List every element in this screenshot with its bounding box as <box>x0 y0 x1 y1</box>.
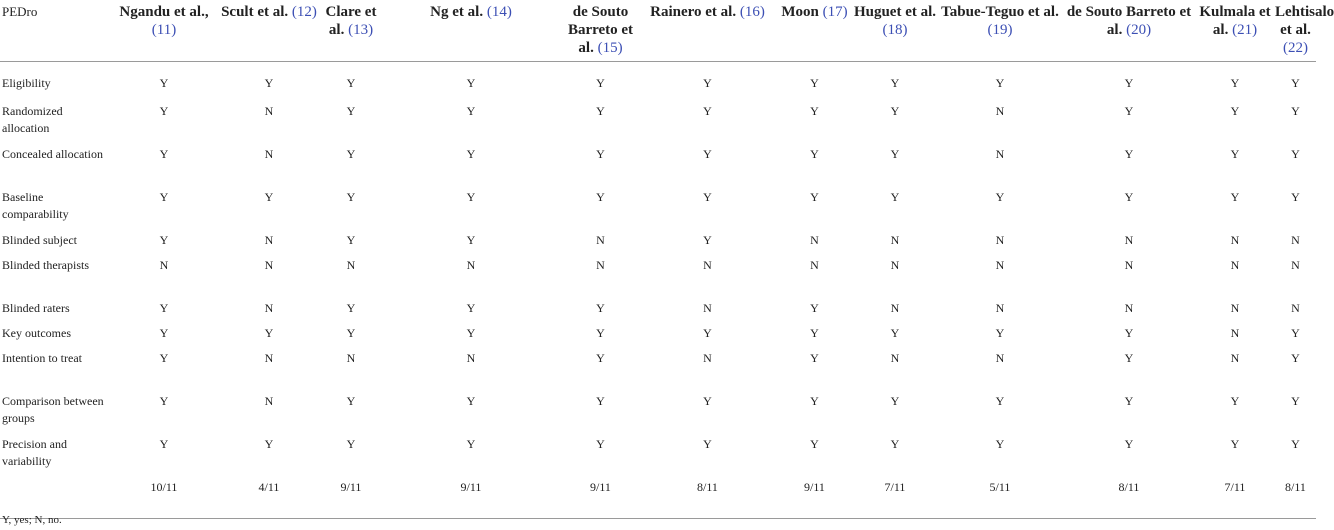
criterion-value-cell: Y <box>596 76 605 90</box>
reference-link[interactable]: (20) <box>1126 22 1152 38</box>
criterion-value-cell: Y <box>1124 350 1134 365</box>
criterion-value-cell: N <box>703 350 712 365</box>
criterion-value-cell: Y <box>995 76 1005 90</box>
criterion-value-cell: Y <box>1230 189 1240 204</box>
criterion-value-cell: Y <box>890 325 900 340</box>
study-author: de Souto Barreto et al. <box>567 4 634 56</box>
criterion-value-cell: N <box>995 103 1005 118</box>
table-footnote: Y, yes; N, no. <box>2 514 62 526</box>
criterion-value-cell: Y <box>596 103 605 118</box>
criterion-label: Concealed allocation <box>2 146 103 161</box>
criterion-value-cell: Y <box>159 436 169 451</box>
column-header-study <box>853 0 937 62</box>
criterion-label: Blinded therapists <box>2 257 89 272</box>
criterion-value-cell: Y <box>264 436 274 451</box>
criterion-value-cell: Y <box>346 300 356 315</box>
criterion-value-cell: Y <box>1230 76 1240 90</box>
criterion-value-cell: Y <box>466 436 476 451</box>
criterion-value-cell: Y <box>346 232 356 247</box>
criterion-value-cell: Y <box>466 189 476 204</box>
criterion-value-cell: N <box>1124 300 1134 315</box>
reference-link[interactable]: (21) <box>1232 22 1258 38</box>
column-header-study <box>1195 0 1275 62</box>
criterion-value-cell: N <box>1230 232 1240 247</box>
criterion-value-cell: Y <box>890 436 900 451</box>
criterion-value-cell: N <box>264 393 274 408</box>
criterion-value-cell: Y <box>1291 103 1300 118</box>
criterion-value-cell: Y <box>159 189 169 204</box>
criterion-value-cell: N <box>596 257 605 272</box>
criterion-value-cell: Y <box>890 189 900 204</box>
criterion-value-cell: N <box>264 103 274 118</box>
criterion-value-cell: Y <box>596 146 605 161</box>
table-row <box>0 433 1316 476</box>
total-score-cell: 9/11 <box>562 476 639 519</box>
criterion-value-cell: Y <box>264 189 274 204</box>
column-header-study <box>1063 0 1195 62</box>
study-author: Huguet et al. <box>853 4 937 20</box>
criterion-value-cell: N <box>810 257 819 272</box>
criterion-value-cell: Y <box>810 146 819 161</box>
criterion-value-cell: Y <box>810 393 819 408</box>
criterion-value-cell: Y <box>1291 76 1300 90</box>
criterion-value-cell: Y <box>159 350 169 365</box>
column-header-study <box>562 0 639 62</box>
criterion-value-cell: N <box>264 300 274 315</box>
total-score-cell: 8/11 <box>639 476 776 519</box>
reference-link[interactable]: (17) <box>822 4 848 20</box>
study-author: de Souto Barreto et al. <box>1066 4 1192 38</box>
criterion-value-cell: Y <box>703 232 712 247</box>
criterion-value-cell: Y <box>1124 325 1134 340</box>
criterion-value-cell: Y <box>466 146 476 161</box>
criterion-value-cell: Y <box>596 189 605 204</box>
criterion-value-cell: Y <box>890 103 900 118</box>
total-score-cell: 4/11 <box>216 476 322 519</box>
column-header-study <box>112 0 216 62</box>
criterion-value-cell: Y <box>810 103 819 118</box>
criterion-value-cell: N <box>890 350 900 365</box>
table-row <box>0 347 1316 390</box>
criterion-value-cell: N <box>1230 257 1240 272</box>
table-row <box>0 254 1316 297</box>
reference-link[interactable]: (11) <box>151 22 177 38</box>
criterion-value-cell: Y <box>810 189 819 204</box>
criterion-value-cell: N <box>159 257 169 272</box>
criterion-value-cell: Y <box>1230 146 1240 161</box>
reference-link[interactable]: (12) <box>291 4 317 20</box>
criterion-value-cell: Y <box>596 393 605 408</box>
study-author: Scult et al. <box>221 4 289 20</box>
criterion-value-cell: Y <box>703 76 712 90</box>
table-header-row <box>0 0 1316 62</box>
criterion-value-cell: Y <box>264 325 274 340</box>
criterion-value-cell: Y <box>995 436 1005 451</box>
criterion-value-cell: Y <box>1230 393 1240 408</box>
criterion-value-cell: Y <box>995 189 1005 204</box>
criterion-value-cell: Y <box>703 146 712 161</box>
criterion-value-cell: Y <box>1291 436 1300 451</box>
study-author: Rainero et al. <box>650 4 737 20</box>
criterion-value-cell: N <box>1291 257 1300 272</box>
study-author: Clare et al. <box>325 4 377 38</box>
criterion-value-cell: Y <box>810 436 819 451</box>
criterion-value-cell: Y <box>346 393 356 408</box>
reference-link[interactable]: (13) <box>348 22 374 38</box>
criterion-value-cell: Y <box>346 325 356 340</box>
column-header-study <box>937 0 1063 62</box>
criterion-label: Intention to treat <box>2 350 82 365</box>
criterion-value-cell: N <box>1124 257 1134 272</box>
criterion-value-cell: N <box>596 232 605 247</box>
table-row <box>0 297 1316 322</box>
column-header-study <box>639 0 776 62</box>
study-author: Ng et al. <box>430 4 484 20</box>
table-row <box>0 322 1316 347</box>
criterion-value-cell: N <box>890 232 900 247</box>
study-author: Ngandu et al., <box>119 4 209 20</box>
criterion-value-cell: N <box>703 300 712 315</box>
column-header-study <box>322 0 380 62</box>
criterion-value-cell: Y <box>703 103 712 118</box>
reference-link[interactable]: (22) <box>1283 40 1308 56</box>
reference-link[interactable]: (14) <box>486 4 512 20</box>
criterion-value-cell: N <box>1230 350 1240 365</box>
criterion-value-cell: N <box>1291 232 1300 247</box>
criterion-value-cell: N <box>995 146 1005 161</box>
criterion-value-cell: Y <box>159 146 169 161</box>
study-author: Kulmala et al. <box>1199 4 1271 38</box>
criterion-value-cell: Y <box>703 393 712 408</box>
criterion-value-cell: Y <box>1291 146 1300 161</box>
criterion-value-cell: N <box>1230 300 1240 315</box>
criterion-value-cell: N <box>264 146 274 161</box>
criterion-value-cell: N <box>264 257 274 272</box>
reference-link[interactable]: (15) <box>597 40 623 56</box>
criterion-value-cell: Y <box>1124 436 1134 451</box>
total-score-cell: 8/11 <box>1063 476 1195 519</box>
total-score-cell: 9/11 <box>380 476 562 519</box>
criterion-value-cell: Y <box>703 189 712 204</box>
criterion-value-cell: N <box>995 350 1005 365</box>
total-score-cell: 9/11 <box>322 476 380 519</box>
criterion-value-cell: Y <box>159 232 169 247</box>
criterion-value-cell: N <box>346 257 356 272</box>
table-row <box>0 476 1316 519</box>
total-score-cell: 10/11 <box>112 476 216 519</box>
criterion-value-cell: Y <box>1291 393 1300 408</box>
total-score-cell: 8/11 <box>1275 476 1316 519</box>
criterion-label: Precision and variability <box>2 436 67 468</box>
criterion-value-cell: Y <box>596 300 605 315</box>
criterion-value-cell: N <box>1124 232 1134 247</box>
column-header-study <box>380 0 562 62</box>
criterion-value-cell: Y <box>346 189 356 204</box>
criterion-value-cell: Y <box>890 76 900 90</box>
criterion-label: Key outcomes <box>2 325 71 340</box>
criterion-value-cell: Y <box>466 232 476 247</box>
criterion-value-cell: N <box>264 232 274 247</box>
table-row <box>0 143 1316 186</box>
criterion-label: Comparison between groups <box>2 393 104 425</box>
criterion-value-cell: N <box>890 257 900 272</box>
table-row <box>0 186 1316 229</box>
criterion-value-cell: N <box>466 350 476 365</box>
criterion-value-cell: Y <box>703 325 712 340</box>
criterion-value-cell: Y <box>890 393 900 408</box>
criterion-value-cell: Y <box>159 300 169 315</box>
criterion-value-cell: Y <box>1291 189 1300 204</box>
table-row <box>0 390 1316 433</box>
table-row <box>0 100 1316 143</box>
total-score-cell: 5/11 <box>937 476 1063 519</box>
criterion-label: Blinded subject <box>2 232 77 247</box>
criterion-value-cell: Y <box>810 300 819 315</box>
criterion-value-cell: Y <box>466 103 476 118</box>
criterion-value-cell: N <box>810 232 819 247</box>
column-header-study <box>216 0 322 62</box>
criterion-value-cell: N <box>1230 325 1240 340</box>
table-body <box>0 62 1316 519</box>
criterion-value-cell: N <box>466 257 476 272</box>
criterion-value-cell: Y <box>159 103 169 118</box>
criterion-label: Eligibility <box>2 76 51 90</box>
criterion-value-cell: Y <box>1124 393 1134 408</box>
reference-link[interactable]: (16) <box>739 4 765 20</box>
criterion-value-cell: N <box>995 257 1005 272</box>
criterion-value-cell: Y <box>1291 350 1300 365</box>
total-score-cell: 7/11 <box>1195 476 1275 519</box>
table-row <box>0 62 1316 100</box>
criterion-value-cell: Y <box>1124 76 1134 90</box>
study-author: Tabue-Teguo et al. <box>941 4 1059 20</box>
column-header-study <box>1275 0 1334 62</box>
criterion-label: Baseline comparability <box>2 189 69 221</box>
criterion-value-cell: N <box>890 300 900 315</box>
criterion-value-cell: Y <box>466 76 476 90</box>
corner-label: PEDro <box>0 0 112 62</box>
criterion-value-cell: Y <box>810 325 819 340</box>
criterion-value-cell: Y <box>346 103 356 118</box>
criterion-value-cell: N <box>995 232 1005 247</box>
criterion-value-cell: Y <box>1124 189 1134 204</box>
total-score-cell: 9/11 <box>776 476 853 519</box>
reference-link[interactable]: (19) <box>987 22 1013 38</box>
criterion-value-cell: Y <box>1291 325 1300 340</box>
criterion-value-cell: Y <box>890 146 900 161</box>
criterion-value-cell: Y <box>995 393 1005 408</box>
criterion-value-cell: Y <box>1230 103 1240 118</box>
study-author: Lehtisalo et al. <box>1275 4 1334 38</box>
column-header-study <box>776 0 853 62</box>
criterion-value-cell: Y <box>1124 103 1134 118</box>
criterion-value-cell: Y <box>995 325 1005 340</box>
criterion-value-cell: N <box>264 350 274 365</box>
criterion-value-cell: Y <box>466 300 476 315</box>
criterion-value-cell: Y <box>159 393 169 408</box>
criterion-value-cell: Y <box>159 76 169 90</box>
criterion-value-cell: Y <box>159 325 169 340</box>
criterion-value-cell: N <box>346 350 356 365</box>
criterion-value-cell: Y <box>596 350 605 365</box>
criterion-value-cell: Y <box>596 436 605 451</box>
criterion-value-cell: Y <box>346 146 356 161</box>
criterion-value-cell: Y <box>264 76 274 90</box>
criterion-value-cell: Y <box>810 350 819 365</box>
criterion-value-cell: N <box>995 300 1005 315</box>
criterion-value-cell: Y <box>596 325 605 340</box>
total-score-cell: 7/11 <box>853 476 937 519</box>
criterion-value-cell: Y <box>466 325 476 340</box>
criterion-label: Randomized allocation <box>2 103 63 135</box>
table-row <box>0 229 1316 254</box>
criterion-label: Blinded raters <box>2 300 70 315</box>
study-author: Moon <box>781 4 819 20</box>
criterion-value-cell: N <box>1291 300 1300 315</box>
criterion-value-cell: Y <box>346 76 356 90</box>
criterion-value-cell: N <box>703 257 712 272</box>
reference-link[interactable]: (18) <box>882 22 908 38</box>
criterion-value-cell: Y <box>703 436 712 451</box>
criterion-value-cell: Y <box>466 393 476 408</box>
criterion-value-cell: Y <box>346 436 356 451</box>
criterion-value-cell: Y <box>1230 436 1240 451</box>
criterion-value-cell: Y <box>1124 146 1134 161</box>
criterion-value-cell: Y <box>810 76 819 90</box>
